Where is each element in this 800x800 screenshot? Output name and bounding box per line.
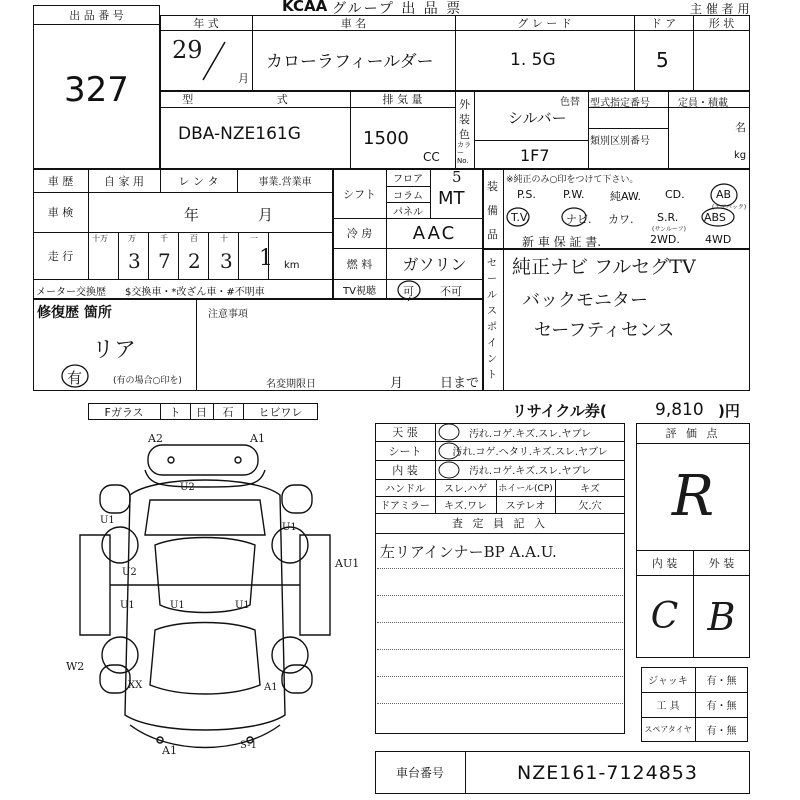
lot-number-label: 出 品 番 号	[69, 8, 124, 22]
digit-label-1: 一	[250, 234, 258, 243]
body-shape-label: 形 状	[708, 16, 735, 30]
equip-cd: CD.	[665, 188, 685, 201]
color-code-value: 1F7	[520, 146, 550, 165]
doors-label: ド ア	[650, 16, 677, 30]
year-slash	[195, 40, 235, 85]
organizer-label: 主 催 者 用	[690, 2, 750, 16]
class-number-label: 類別区別番号	[590, 136, 650, 147]
shift-column: コラム	[393, 190, 423, 202]
chassis-value: NZE161-7124853	[517, 761, 698, 784]
sales-point-label-4: ス	[487, 306, 497, 317]
repair-yes-circle	[60, 363, 90, 389]
aircon-value: AAC	[412, 222, 457, 244]
glass-front: Fガラス	[104, 405, 144, 419]
mark-u1-door-left: U1	[120, 600, 135, 611]
sales-point-label-5: ポ	[487, 322, 497, 333]
handle-items: スレ.ハゲ	[443, 484, 488, 495]
shift-floor: フロア	[393, 174, 423, 185]
inspector-label: 査 定 員 記 入	[452, 517, 548, 530]
equip-navi: ナビ.	[566, 213, 592, 226]
glass-crack: ヒビワレ	[258, 405, 303, 419]
jack-value: 有・無	[706, 676, 737, 687]
sales-point-line-2: バックモニター	[522, 290, 648, 311]
model-year-label: 年 式	[193, 16, 219, 30]
grade-value: 1. 5G	[510, 50, 556, 70]
meter-change-label: メーター交換歴	[36, 287, 106, 298]
mark-u1-roof: U1	[170, 600, 185, 611]
mileage-digit-5: 1	[259, 246, 273, 271]
equip-sunroof: S.R.	[657, 211, 679, 224]
equip-leather: カワ.	[608, 213, 634, 226]
jack-label: ジャッキ	[648, 676, 688, 687]
model-type-label: 型 式	[182, 93, 328, 106]
ceiling-label: 天 張	[392, 426, 418, 439]
tv-no: 不可	[440, 285, 462, 298]
shift-value: MT	[438, 188, 465, 209]
digit-label-10: 十	[220, 234, 228, 243]
name-change-day: 日まで	[440, 376, 480, 391]
mileage-unit: km	[284, 260, 300, 271]
spare-tire-label: スペアタイヤ	[644, 725, 692, 734]
type-designation-label: 型式指定番号	[590, 98, 650, 109]
capacity-label: 定員・積載	[678, 98, 728, 109]
color-change-label: 色替	[560, 97, 580, 108]
tv-yes-circle	[396, 279, 422, 301]
wheel-items: キズ	[580, 484, 600, 495]
usage-commercial: 事業.営業車	[258, 177, 312, 188]
interior-items: 汚れ.コゲ.キズ.スレ.ヤブレ	[468, 466, 592, 477]
mileage-label: 走 行	[47, 249, 74, 263]
mark-xx: XX	[128, 680, 143, 691]
equip-4wd: 4WD	[705, 233, 732, 246]
tools-value: 有・無	[706, 701, 737, 712]
car-name-label: 車 名	[340, 16, 367, 30]
interior-grade-value: C	[650, 596, 679, 637]
mileage-digit-1: 3	[128, 249, 141, 273]
sales-point-label-3: ル	[487, 290, 497, 301]
digit-label-100k: 十万	[92, 234, 108, 243]
spare-tire-value: 有・無	[706, 726, 737, 737]
equip-pw: P.W.	[563, 188, 585, 201]
exterior-label-2: 装	[459, 113, 470, 126]
equip-2wd: 2WD.	[650, 233, 680, 246]
meter-change-notes: $交換車・*改ざん車・#不明車	[125, 287, 265, 298]
mirror-items: キズ.ワレ	[444, 501, 487, 512]
shift-panel: パネル	[393, 206, 423, 218]
equip-airbag: AB	[716, 188, 732, 201]
digit-label-100: 百	[190, 234, 198, 243]
repair-location-value: リア	[92, 338, 137, 363]
equipment-label-1: 装	[487, 180, 498, 193]
displacement-label: 排 気 量	[382, 93, 423, 106]
sunroof-sub: (サンルーフ)	[652, 226, 686, 233]
capacity-unit-kg: kg	[734, 150, 747, 161]
equip-warranty: 新 車 保 証 書.	[522, 235, 602, 249]
repair-label: 修復歴 箇所	[37, 305, 112, 321]
repair-yes-mark: 有	[67, 369, 83, 387]
tv-label: TV視聴	[343, 285, 376, 297]
inspection-year: 年	[184, 206, 200, 224]
mark-w2: W2	[66, 660, 85, 673]
digit-label-1k: 千	[160, 234, 168, 243]
seat-label: シート	[388, 444, 422, 458]
equipment-label-3: 品	[487, 228, 498, 241]
equip-ps: P.S.	[517, 188, 536, 201]
doors-value: 5	[656, 48, 669, 72]
notes-label: 注意事項	[208, 309, 248, 320]
score-label: 評 価 点	[665, 427, 721, 440]
name-change-month: 月	[390, 376, 404, 391]
grade-label: グ レ ー ド	[517, 16, 572, 30]
interior-label: 内 装	[392, 463, 418, 477]
mark-a1-top: A1	[250, 432, 265, 445]
exterior-grade-value: B	[707, 594, 736, 639]
score-value: R	[671, 464, 715, 529]
sales-point-label-6: イ	[487, 338, 497, 349]
mark-a1-rear-right: A1	[264, 682, 278, 693]
sheet-title: グループ 出 品 票	[332, 1, 463, 17]
mark-u1-right: U1	[282, 522, 297, 533]
tv-yes: 可	[403, 285, 414, 298]
mark-u1-left: U1	[100, 515, 115, 526]
car-name-value: カローラフィールダー	[266, 52, 434, 72]
mileage-digit-3: 2	[188, 249, 201, 273]
mark-u1-door-right: U1	[235, 600, 250, 611]
mark-u2-left: U2	[122, 567, 137, 578]
sales-point-label-8: ト	[487, 370, 497, 381]
mark-au1: AU1	[335, 557, 360, 570]
inspection-month: 月	[258, 206, 274, 224]
recycle-unit: )円	[718, 402, 740, 420]
name-change-label: 名変期限日	[266, 379, 316, 390]
auction-logo: KCAA	[282, 0, 328, 15]
sales-point-label-2: ー	[487, 274, 497, 285]
model-year-value: 29	[172, 36, 203, 64]
recycle-amount: 9,810	[655, 400, 704, 420]
fuel-label: 燃 料	[346, 257, 373, 271]
repair-hint: (有の場合○印を)	[113, 376, 182, 386]
exterior-grade-label: 外 装	[708, 556, 735, 570]
glass-sun: 日	[196, 405, 207, 419]
color-value: シルバー	[508, 109, 567, 127]
fuel-value: ガソリン	[402, 255, 467, 274]
wheel-label: ホイール(CP)	[498, 484, 553, 494]
exterior-label-3: 色	[459, 128, 470, 141]
mark-a2-top: A2	[148, 432, 163, 445]
glass-to: ト	[169, 405, 181, 419]
equipment-label-2: 備	[487, 204, 498, 217]
car-damage-diagram	[60, 425, 350, 765]
mileage-digit-4: 3	[220, 249, 233, 273]
chassis-label: 車台番号	[395, 766, 444, 780]
equipment-note: ※純正のみ○印をつけて下さい。	[506, 175, 639, 185]
stereo-label: ステレオ	[505, 501, 546, 512]
shift-label: シフト	[343, 187, 376, 201]
capacity-unit-persons: 名	[735, 121, 746, 134]
model-year-month-unit: 月	[238, 72, 249, 85]
ceiling-items: 汚れ.コゲ.キズ.スレ.ヤブレ	[468, 428, 592, 440]
equip-alloy-wheel: 純AW.	[610, 190, 642, 203]
stereo-items: 欠.穴	[578, 501, 602, 512]
digit-label-10k: 万	[128, 234, 136, 243]
sales-point-label-7: ン	[487, 354, 497, 365]
equipment-circle-marks	[500, 180, 750, 230]
inspector-line-1: 左リアインナーBP A.A.U.	[380, 543, 557, 561]
equip-abs: ABS	[704, 211, 726, 224]
sales-point-label-1: セ	[487, 258, 497, 269]
mirror-label: ドアミラー	[380, 501, 430, 512]
mileage-digit-2: 7	[158, 249, 171, 273]
sales-point-line-3: セーフティセンス	[534, 320, 675, 341]
handle-label: ハンドル	[385, 484, 425, 495]
equip-tv: T.V.	[511, 211, 530, 224]
seat-items: 汚れ.コゲ.ヘタリ.キズ.スレ.ヤブレ	[452, 447, 608, 458]
recycle-label: リサイクル券(	[512, 402, 607, 420]
mark-u2-hood: U2	[180, 482, 195, 493]
mark-s1: S-1	[240, 740, 257, 751]
lot-number-value: 327	[64, 70, 129, 110]
airbag-sub: (エアバック)	[712, 204, 747, 211]
glass-chip: 石	[222, 405, 234, 419]
dirt-circle-marks	[436, 423, 466, 479]
shift-gears: 5	[452, 168, 462, 186]
tools-label: 工 具	[656, 701, 680, 712]
interior-grade-label: 内 装	[651, 556, 678, 570]
inspection-label: 車 検	[47, 206, 74, 219]
mark-a1-bottom: A1	[162, 744, 177, 757]
usage-private: 自 家 用	[104, 174, 144, 188]
usage-label: 車 歴	[47, 174, 74, 188]
aircon-label: 冷 房	[346, 227, 373, 240]
color-code-label: カラーNo.	[457, 141, 471, 165]
exterior-label-1: 外	[459, 98, 470, 111]
sales-point-line-1: 純正ナビ フルセグTV	[512, 256, 696, 278]
displacement-unit: CC	[423, 150, 440, 164]
model-type-value: DBA-NZE161G	[178, 124, 301, 144]
usage-rental: レ ン タ	[178, 174, 219, 188]
displacement-value: 1500	[363, 128, 409, 149]
